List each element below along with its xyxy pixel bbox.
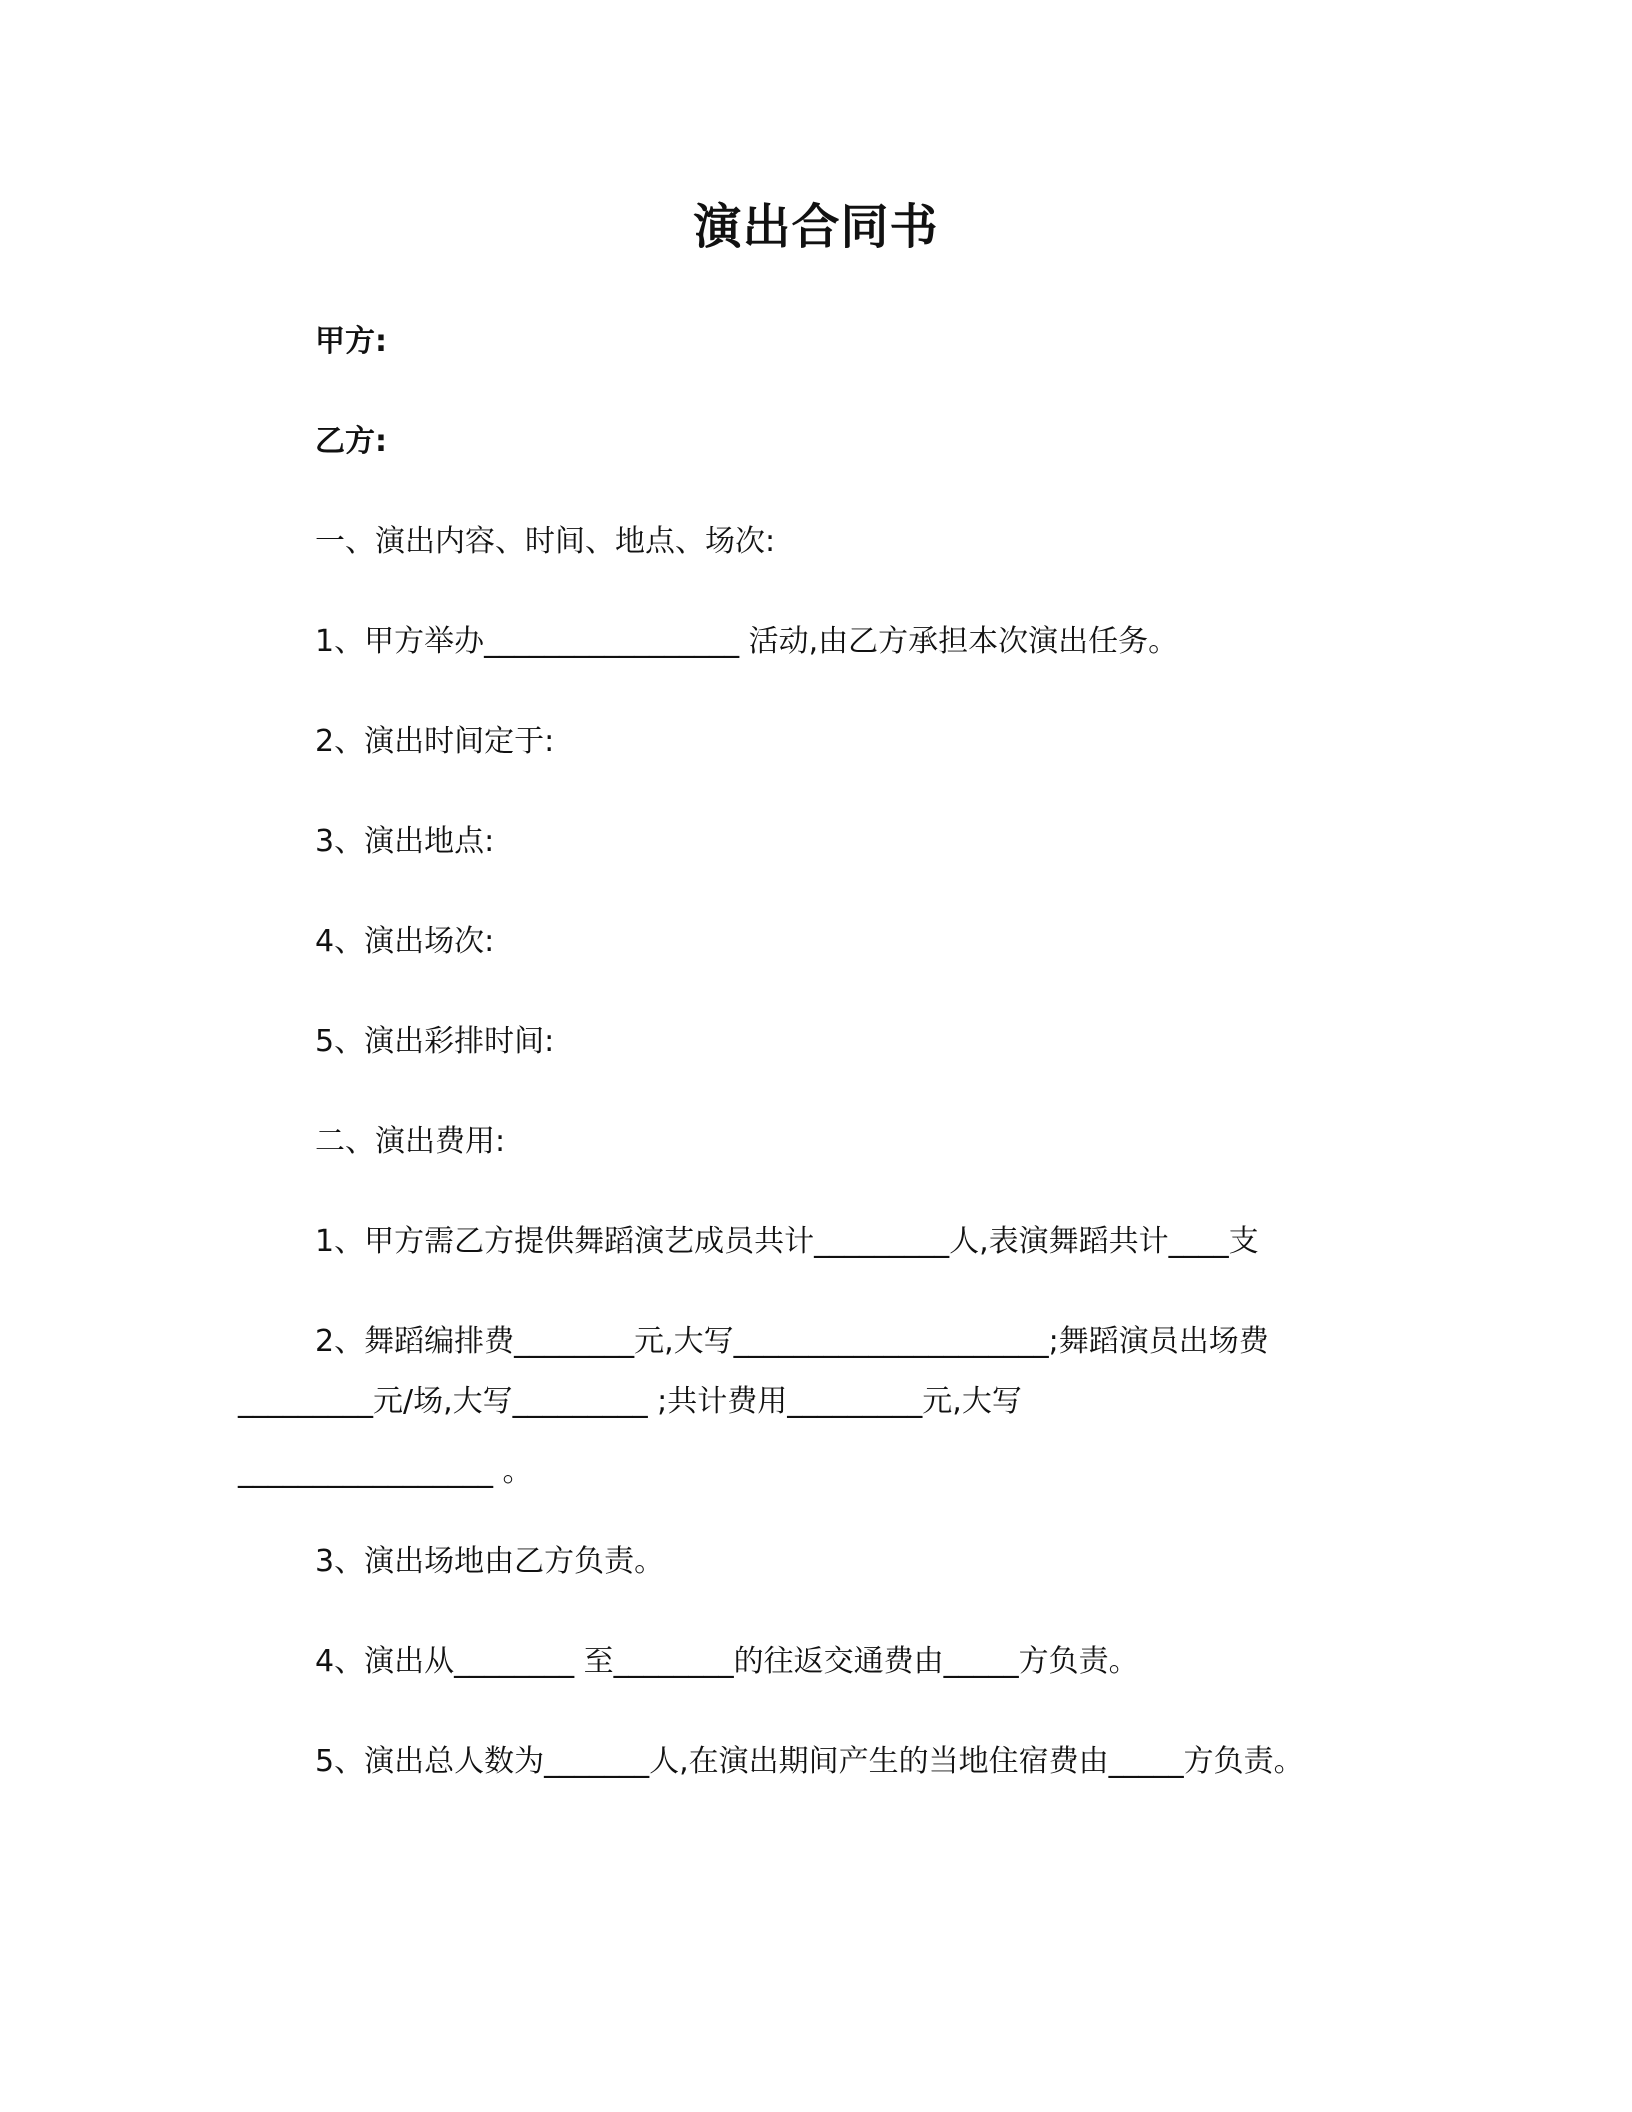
- party-a-line: 甲方:: [315, 324, 387, 359]
- document-title: 演出合同书: [693, 199, 939, 255]
- clause-2-5: 5、演出总人数为_______人,在演出期间产生的当地住宿费由_____方负责。: [315, 1744, 1304, 1779]
- section-2-heading: 二、演出费用:: [315, 1124, 506, 1159]
- clause-2-2-cont-2: _________________ 。: [238, 1454, 533, 1489]
- clause-2-3: 3、演出场地由乙方负责。: [315, 1544, 665, 1579]
- clause-1-3: 3、演出地点:: [315, 824, 495, 859]
- clause-2-2-cont: _________元/场,大写_________ ;共计费用_________元,大写: [238, 1384, 1022, 1419]
- clause-1-4: 4、演出场次:: [315, 924, 495, 959]
- party-b-line: 乙方:: [315, 424, 387, 459]
- section-1-heading: 一、演出内容、时间、地点、场次:: [315, 524, 776, 559]
- clause-2-1: 1、甲方需乙方提供舞蹈演艺成员共计_________人,表演舞蹈共计____支: [315, 1224, 1259, 1259]
- clause-1-5: 5、演出彩排时间:: [315, 1024, 555, 1059]
- clause-2-4: 4、演出从________ 至________的往返交通费由_____方负责。: [315, 1644, 1139, 1679]
- clause-2-2: 2、舞蹈编排费________元,大写_____________________;舞蹈演员出场费: [315, 1324, 1269, 1359]
- clause-1-2: 2、演出时间定于:: [315, 724, 555, 759]
- clause-1-1: 1、甲方举办_________________ 活动,由乙方承担本次演出任务。: [315, 624, 1179, 659]
